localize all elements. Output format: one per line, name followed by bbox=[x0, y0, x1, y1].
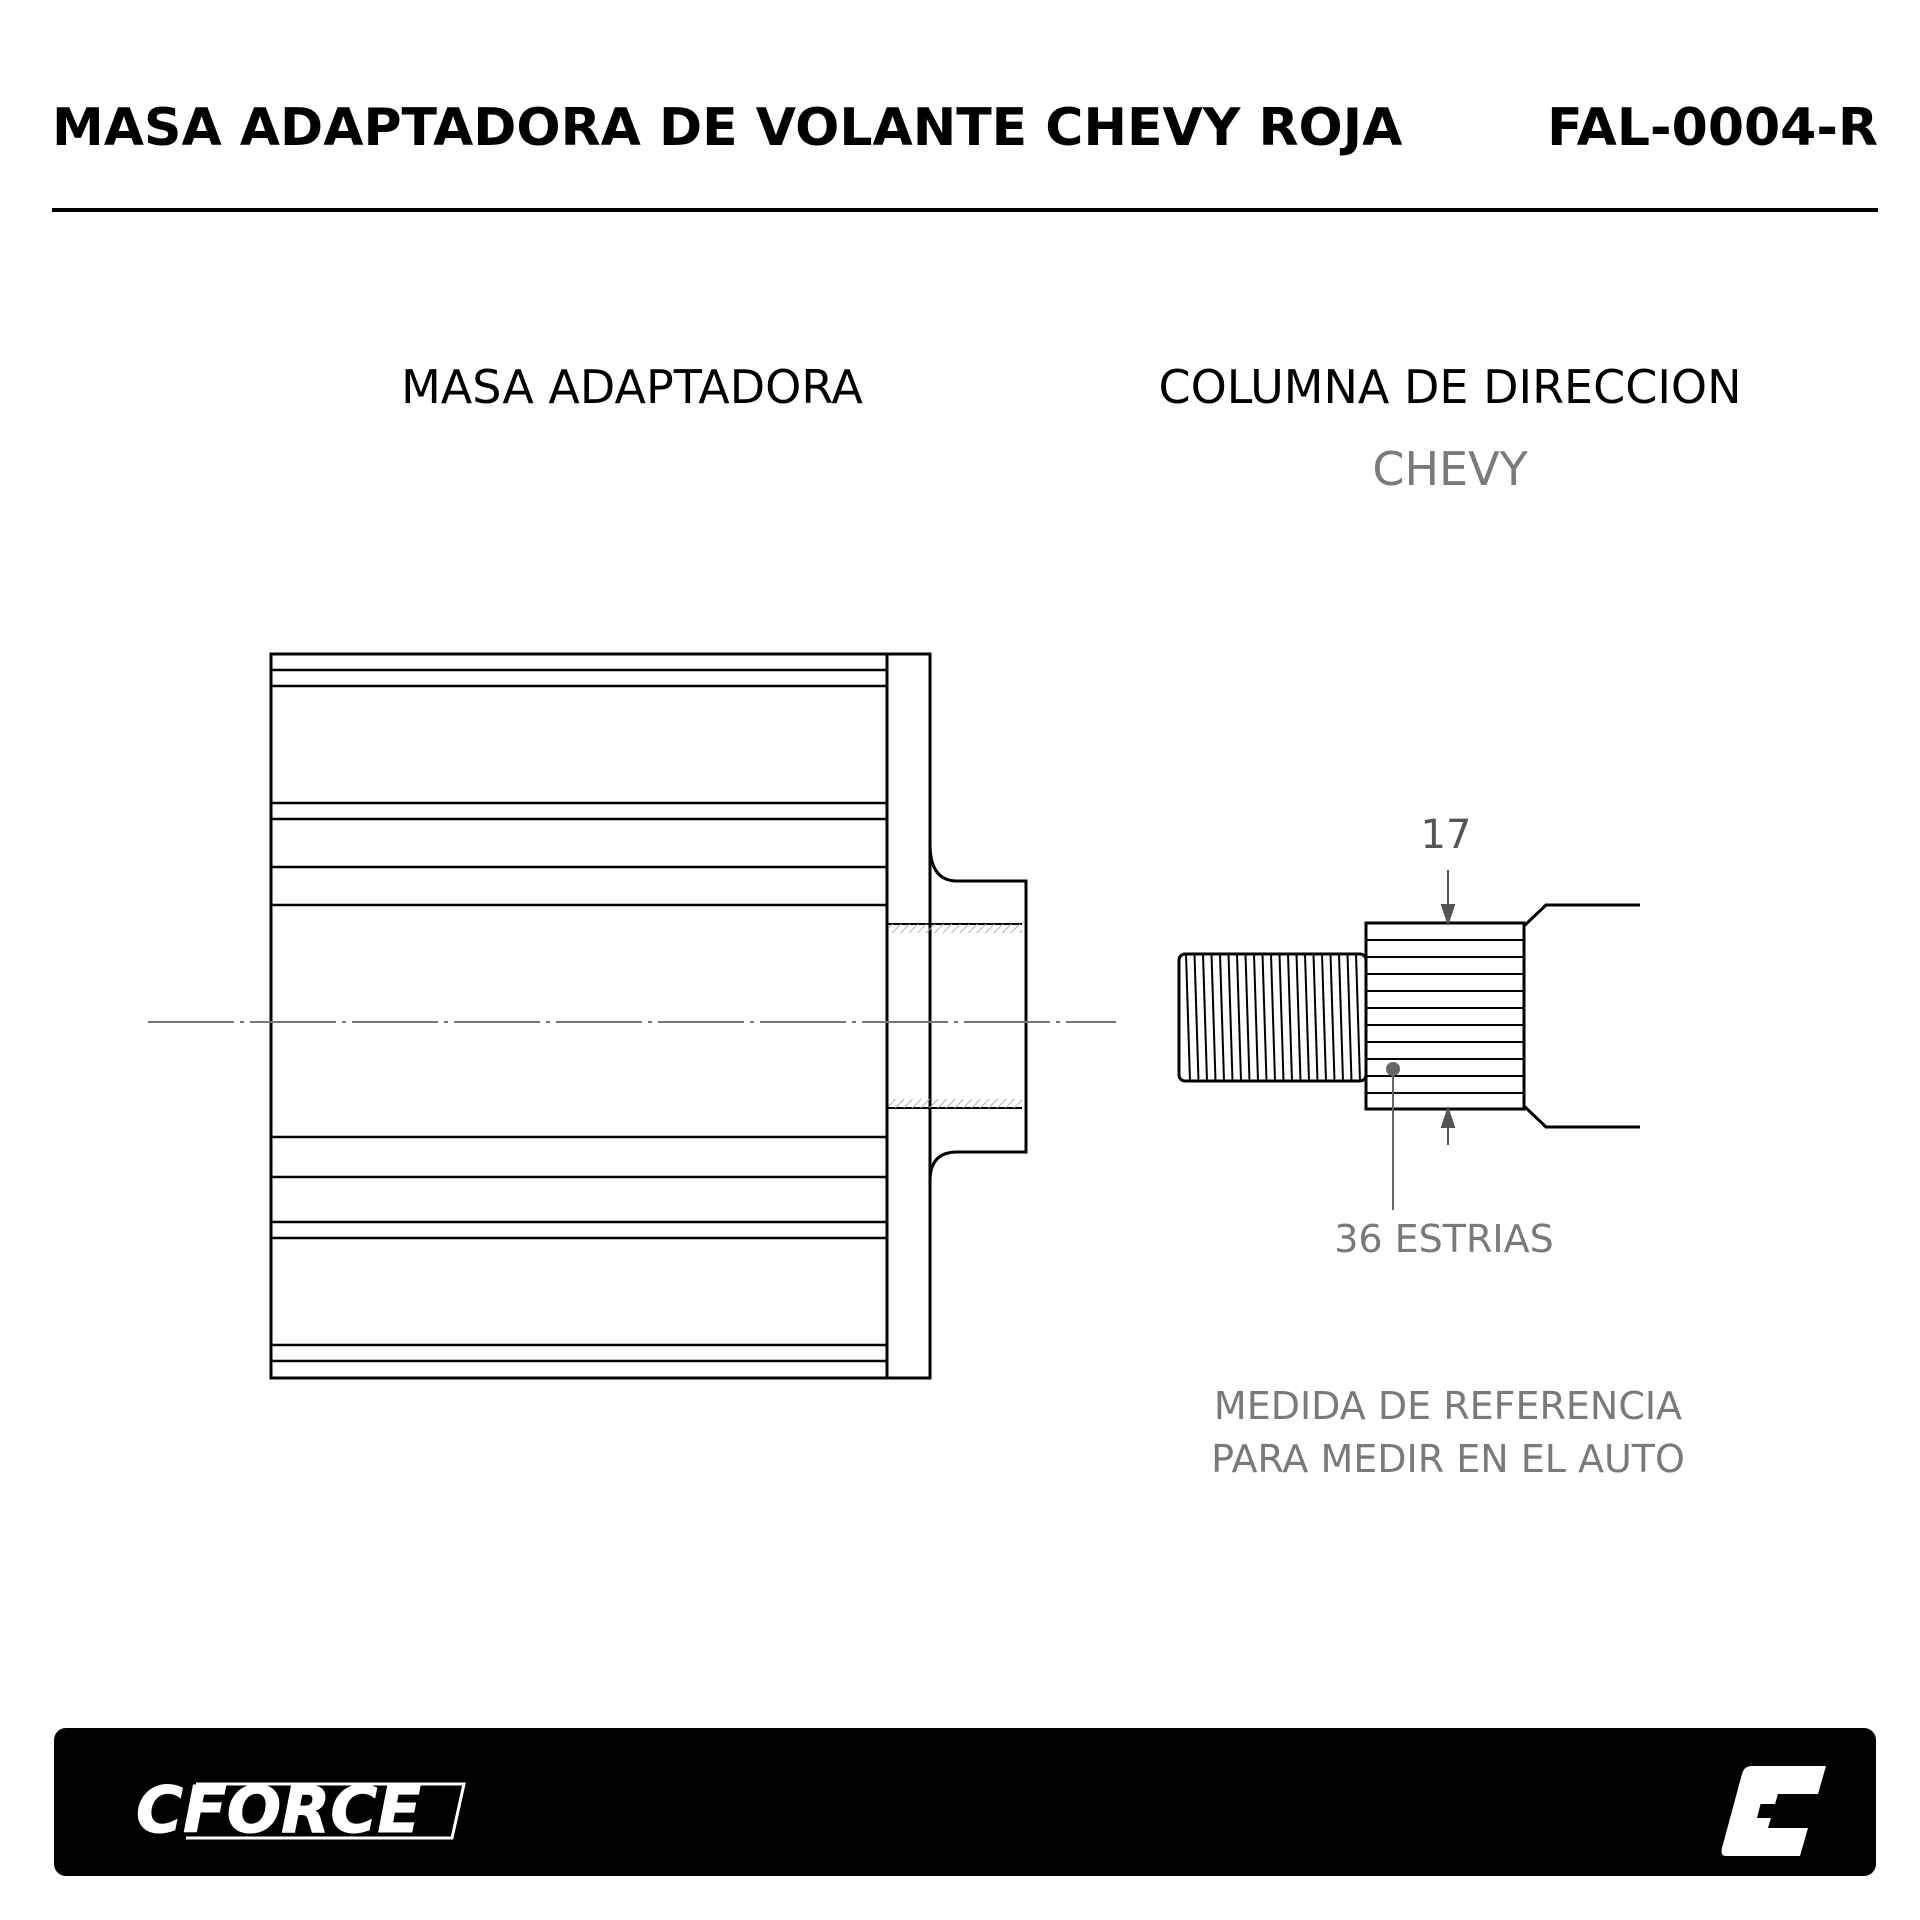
thread-line bbox=[1288, 954, 1292, 1081]
cforce-logo bbox=[136, 1774, 464, 1848]
adapter-hub-label: MASA ADAPTADORA bbox=[401, 360, 863, 414]
hub-grooves bbox=[271, 670, 887, 1361]
thread-line bbox=[1254, 954, 1258, 1081]
thread-lines bbox=[1186, 954, 1360, 1081]
reference-note bbox=[1211, 1380, 1685, 1486]
reference-note-line2: PARA MEDIR EN EL AUTO bbox=[1211, 1437, 1685, 1481]
steering-column-label: COLUMNA DE DIRECCION bbox=[1158, 360, 1742, 414]
thread-line bbox=[1322, 954, 1326, 1081]
thread-line bbox=[1246, 954, 1250, 1081]
c-emblem-icon bbox=[1722, 1766, 1827, 1856]
thread-line bbox=[1297, 954, 1301, 1081]
thread-line bbox=[1305, 954, 1309, 1081]
thread-line bbox=[1263, 954, 1267, 1081]
bore-hatch-bottom bbox=[889, 1099, 1022, 1108]
thread-line bbox=[1220, 954, 1224, 1081]
vehicle-label: CHEVY bbox=[1372, 442, 1528, 496]
spline-leader bbox=[1387, 1063, 1399, 1210]
hub-boss bbox=[930, 844, 1026, 1181]
bore-hatch-top bbox=[889, 924, 1022, 933]
thread-line bbox=[1280, 954, 1284, 1081]
reference-note-line1: MEDIDA DE REFERENCIA bbox=[1213, 1384, 1683, 1428]
thread-line bbox=[1212, 954, 1216, 1081]
thread-line bbox=[1331, 954, 1335, 1081]
spline-section bbox=[1366, 923, 1524, 1109]
thread-line bbox=[1186, 954, 1190, 1081]
product-code: FAL-0004-R bbox=[1547, 98, 1878, 158]
splines-label: 36 ESTRIAS bbox=[1334, 1217, 1554, 1261]
thread-line bbox=[1237, 954, 1241, 1081]
thread-line bbox=[1314, 954, 1318, 1081]
product-title: MASA ADAPTADORA DE VOLANTE CHEVY ROJA bbox=[52, 98, 1403, 158]
thread-line bbox=[1339, 954, 1343, 1081]
thread-line bbox=[1348, 954, 1352, 1081]
thread-line bbox=[1356, 954, 1360, 1081]
adapter-hub-drawing bbox=[271, 654, 1026, 1378]
footer-bar bbox=[54, 1728, 1876, 1876]
cforce-logo-text: CFORCE bbox=[136, 1774, 422, 1848]
thread-line bbox=[1203, 954, 1207, 1081]
column-shaft bbox=[1524, 905, 1640, 1127]
thread-line bbox=[1195, 954, 1199, 1081]
steering-column-drawing bbox=[1179, 905, 1640, 1127]
thread-line bbox=[1271, 954, 1275, 1081]
dimension-value: 17 bbox=[1420, 812, 1472, 858]
thread-line bbox=[1229, 954, 1233, 1081]
hub-body bbox=[271, 654, 930, 1378]
